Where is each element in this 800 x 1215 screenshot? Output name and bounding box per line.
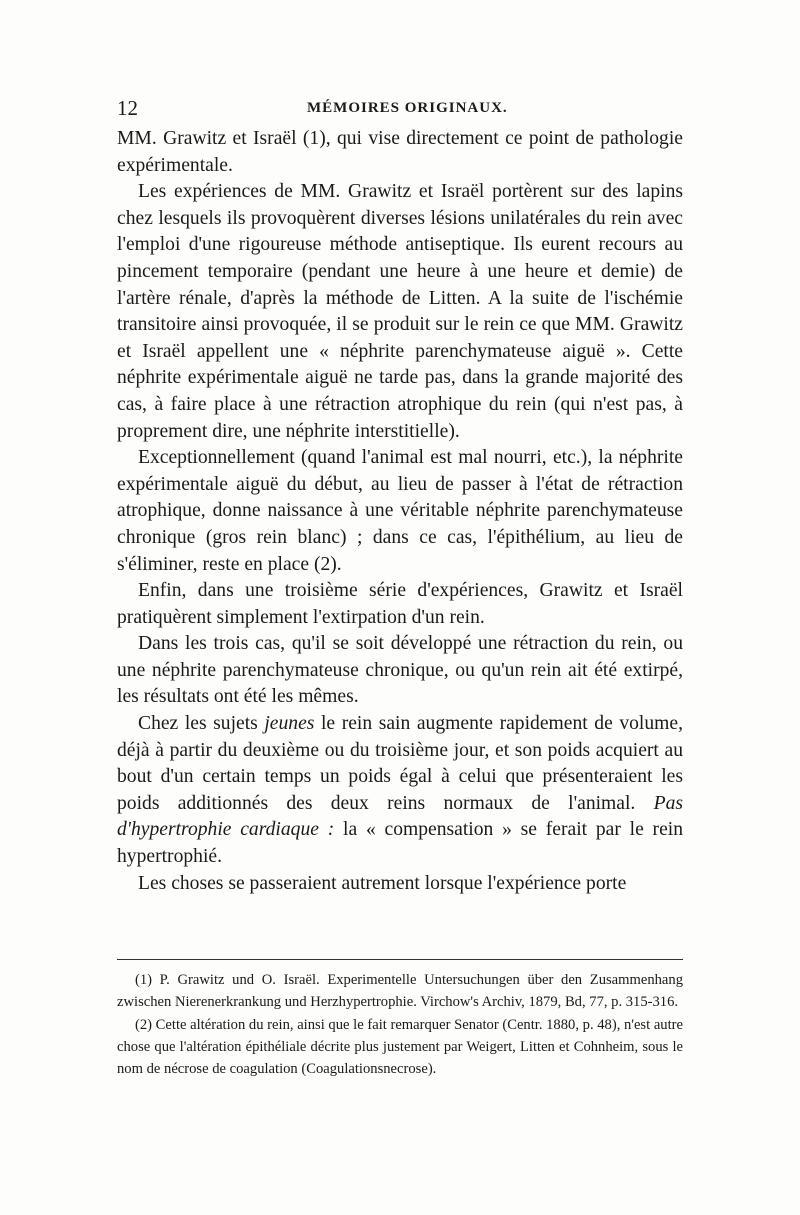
paragraph-6-text-c: le rein sain augmente rapidement de volume, déjà à partir du deuxième ou du troisième jour, et son poids acquiert au bout d'un certain temps un poids égal à celui que présenteraient les poids additionnés des deux reins normaux de l'animal. bbox=[117, 713, 683, 814]
paragraph-2: Les expériences de MM. Grawitz et Israël portèrent sur des lapins chez lesquels ils provoquèrent diverses lésions unilatérales du rein avec l'emploi d'une rigoureuse méthode antiseptique. Ils eurent recours au pincement temporaire (pendant une heure à une heure et demie) de l'artère rénale, d'après la méthode de Litten. A la suite de l'ischémie transitoire ainsi provoquée, il se produit sur le rein ce que MM. Grawitz et Israël appellent une « néphrite parenchymateuse aiguë ». Cette néphrite expérimentale aiguë ne tarde pas, dans la grande majorité des cas, à faire place à une rétraction atrophique du rein (qui n'est pas, à proprement dire, une néphrite interstitielle). bbox=[117, 181, 683, 442]
paragraph-6-text-e: la « compensation » se ferait par le rein hypertrophié. bbox=[117, 819, 684, 868]
footnotes bbox=[117, 969, 683, 1080]
paragraph-5: Dans les trois cas, qu'il se soit développé une rétraction du rein, ou une néphrite parenchymateuse chronique, ou qu'un rein ait été extirpé, les résultats ont été les mêmes. bbox=[117, 633, 683, 708]
footnote-divider bbox=[117, 959, 683, 960]
page-header bbox=[117, 96, 682, 122]
paragraph-6 bbox=[117, 711, 683, 871]
paragraph-4: Enfin, dans une troisième série d'expériences, Grawitz et Israël pratiquèrent simplement l'extirpation d'un rein. bbox=[117, 580, 683, 628]
main-text bbox=[117, 126, 683, 897]
italic-jeunes: jeunes bbox=[264, 713, 315, 735]
paragraph-6-text-a: Chez les sujets bbox=[138, 713, 265, 735]
running-title: MÉMOIRES ORIGINAUX. bbox=[307, 100, 508, 116]
page-number: 12 bbox=[117, 96, 138, 120]
paragraph-1: MM. Grawitz et Israël (1), qui vise directement ce point de pathologie expérimentale. bbox=[117, 128, 683, 176]
footnote-1: (1) P. Grawitz und O. Israël. Experimentelle Untersuchungen über den Zusammenhang zwischen Nierenerkrankung und Herzhypertrophie. Virchow's Archiv, 1879, Bd, 77, p. 315-316. bbox=[117, 972, 683, 1011]
paragraph-3: Exceptionnellement (quand l'animal est mal nourri, etc.), la néphrite expérimentale aiguë du début, au lieu de passer à l'état de rétraction atrophique, donne naissance à une véritable néphrite parenchymateuse chronique (gros rein blanc) ; dans ce cas, l'épithélium, au lieu de s'éliminer, reste en place (2). bbox=[117, 447, 683, 575]
footnote-2: (2) Cette altération du rein, ainsi que le fait remarquer Senator (Centr. 1880, p. 48), n'est autre chose que l'altération épithéliale décrite plus justement par Weigert, Litten et Cohnheim, sous le nom de nécrose de coagulation (Coagulationsnecrose). bbox=[117, 1016, 683, 1078]
italic-phrase: Pas d'hypertrophie cardiaque : bbox=[117, 792, 683, 841]
paragraph-7: Les choses se passeraient autrement lorsque l'expérience porte bbox=[138, 872, 627, 894]
